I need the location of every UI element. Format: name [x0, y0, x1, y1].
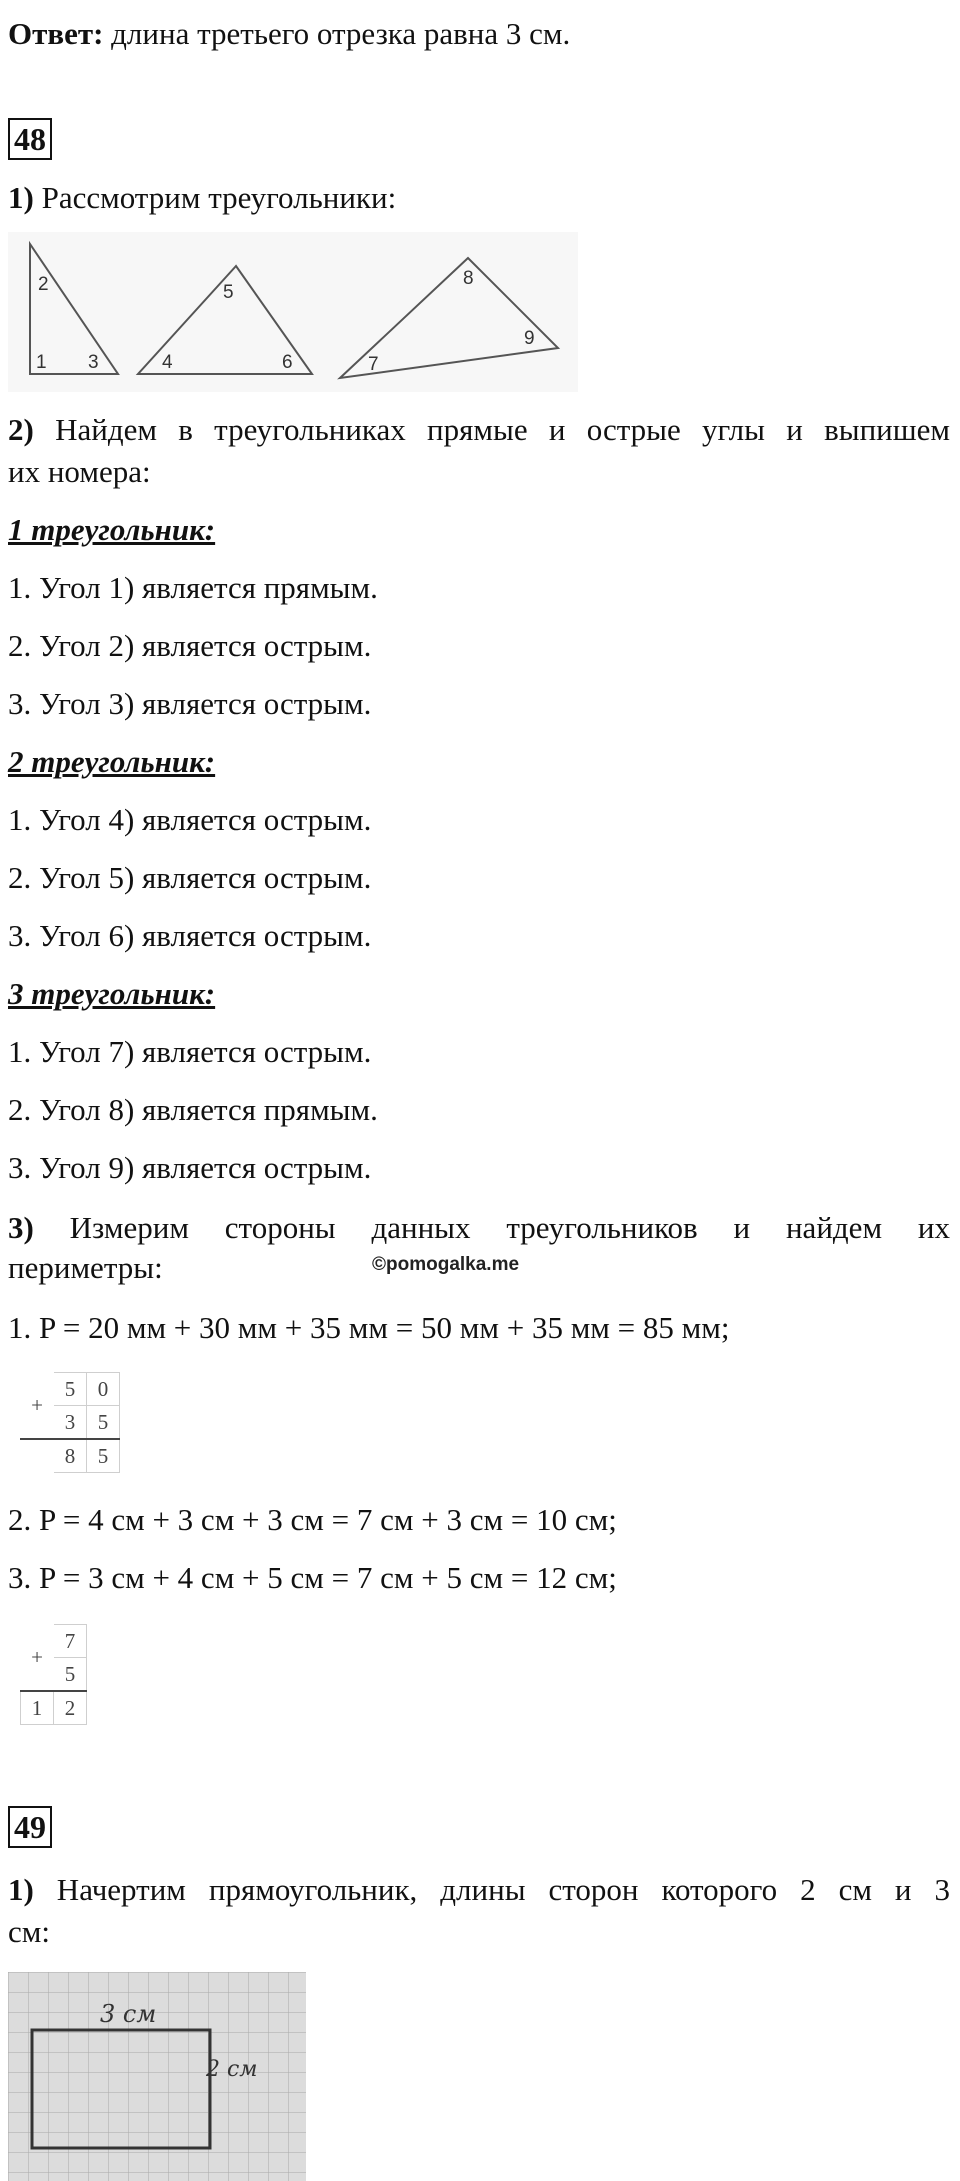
triangle-3-heading: 3 треугольник:: [8, 976, 216, 1011]
digit-cell: 5: [54, 1373, 87, 1406]
empty-cell: [21, 1439, 54, 1473]
step-number: 3): [8, 1210, 34, 1245]
task-number-48: 48: [8, 118, 52, 160]
watermark: ©pomogalka.me: [372, 1254, 520, 1275]
angle-label-7: 7: [368, 354, 379, 375]
step-text: Рассмотрим треугольники:: [33, 180, 397, 215]
column-addition-1: [20, 1372, 120, 1473]
plus-sign: +: [31, 1645, 43, 1669]
angle-label-5: 5: [223, 282, 234, 303]
list-item: 2. Угол 5) является острым.: [8, 860, 372, 895]
answer-label: Ответ:: [8, 16, 104, 51]
plus-sign: +: [31, 1393, 43, 1417]
digit-cell: 8: [54, 1439, 87, 1473]
step-text: Найдем в треугольниках прямые и острые углы и выпишем: [33, 412, 950, 447]
digit-cell: 5: [54, 1658, 87, 1692]
angle-label-4: 4: [162, 352, 173, 373]
perimeter-calc-3: 3. P = 3 см + 4 см + 5 см = 7 см + 5 см = 12 см;: [8, 1560, 617, 1595]
triangle-2-heading: 2 треугольник:: [8, 744, 216, 779]
rect-top-label: 3 см: [100, 2000, 157, 2028]
digit-cell: 5: [87, 1406, 120, 1440]
task48-step2-line2: их номера:: [8, 454, 151, 489]
list-item: 1. Угол 4) является острым.: [8, 802, 372, 837]
step-number: 1): [8, 180, 34, 215]
rect-side-label: 2 см: [206, 2057, 258, 2082]
list-item: 3. Угол 3) является острым.: [8, 686, 372, 721]
list-item: 1. Угол 1) является прямым.: [8, 570, 378, 605]
angle-label-6: 6: [282, 352, 293, 373]
angle-label-8: 8: [463, 268, 474, 289]
step-number: 1): [8, 1872, 34, 1907]
digit-cell: 7: [54, 1625, 87, 1658]
step-text: Начертим прямоугольник, длины сторон которого 2 см и 3: [33, 1872, 950, 1907]
angle-label-1: 1: [36, 352, 47, 373]
column-addition-2: [20, 1624, 87, 1725]
angle-label-3: 3: [88, 352, 99, 373]
list-item: 2. Угол 2) является острым.: [8, 628, 372, 663]
digit-cell: 5: [87, 1439, 120, 1473]
answer-line: [8, 14, 570, 54]
task49-step1-line1: [8, 1870, 950, 1910]
list-item: 3. Угол 6) является острым.: [8, 918, 372, 953]
angle-label-2: 2: [38, 274, 49, 295]
answer-text: длина третьего отрезка равна 3 см.: [103, 16, 571, 51]
task48-step1: [8, 178, 396, 218]
digit-cell: 3: [54, 1406, 87, 1440]
triangles-figure: [8, 232, 578, 392]
digit-cell: 2: [54, 1691, 87, 1725]
step-text: Измерим стороны данных треугольников и найдем их: [33, 1210, 950, 1245]
perimeter-calc-2: 2. P = 4 см + 3 см + 3 см = 7 см + 3 см = 10 см;: [8, 1502, 617, 1537]
digit-cell: 0: [87, 1373, 120, 1406]
angle-label-9: 9: [524, 328, 535, 349]
task48-step3-line2: периметры:: [8, 1250, 163, 1285]
list-item: 1. Угол 7) является острым.: [8, 1034, 372, 1069]
task49-step1-line2: см:: [8, 1914, 50, 1949]
task48-step3-line1: [8, 1208, 950, 1248]
list-item: 2. Угол 8) является прямым.: [8, 1092, 378, 1127]
triangle-1-heading: 1 треугольник:: [8, 512, 216, 547]
task-number-49: 49: [8, 1806, 52, 1848]
list-item: 3. Угол 9) является острым.: [8, 1150, 372, 1185]
perimeter-calc-1: 1. P = 20 мм + 30 мм + 35 мм = 50 мм + 35 мм = 85 мм;: [8, 1310, 730, 1345]
step-number: 2): [8, 412, 34, 447]
rectangle-drawing: [8, 1972, 306, 2181]
digit-cell: 1: [21, 1691, 54, 1725]
task48-step2-line1: [8, 410, 950, 450]
